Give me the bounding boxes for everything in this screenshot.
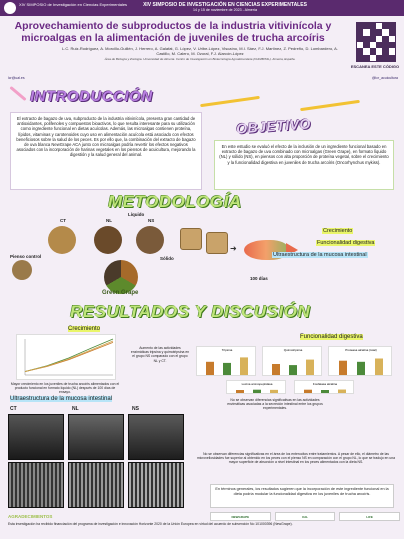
micrograph-ct-1	[8, 414, 64, 460]
feed-sack-icon	[206, 232, 228, 254]
enzyme-bar-chart	[226, 380, 286, 394]
ns-feed-icon	[136, 226, 164, 254]
acknowledgements-text: Esta investigación ha recibido financiación del programa de investigación e innovación Horizonte 2020 de la Unión Europea en virtud del acuerdo de subvención No 101000396 (NewGrape).	[8, 522, 293, 526]
intestine-subtitle: Ultraestructura de la mucosa intestinal	[10, 396, 113, 402]
enzyme-bar-chart-svg	[329, 347, 393, 377]
enzyme-bar-chart-svg	[227, 381, 287, 395]
poster-title: Aprovechamiento de subproductos de la industria vitivinícola y microalgas en la alimentación de juveniles de trucha arcoíris	[14, 20, 332, 44]
growth-chart	[16, 334, 116, 380]
enzyme-bar-chart	[196, 346, 256, 376]
enzyme-chart-title: Proteasa alcalina (total)	[345, 348, 377, 352]
plate-label-ct: CT	[60, 218, 66, 223]
methodology-diagram	[10, 212, 390, 296]
enzyme-chart-title: Tripsina	[221, 348, 233, 352]
solid-label: Sólido	[160, 256, 174, 261]
micrograph-nl-2	[68, 462, 124, 508]
decorative-squiggle	[9, 86, 26, 101]
enzyme-bar	[338, 390, 346, 393]
micrograph-nl-1	[68, 414, 124, 460]
section-title-results: RESULTADOS Y DISCUSIÓN	[70, 302, 311, 321]
event-dates: 14 y 15 de noviembre de 2023 - Almería	[193, 8, 257, 12]
enzyme-bar	[270, 390, 278, 393]
contact-email[interactable]: lcr@ual.es	[8, 76, 25, 80]
event-title: XIV SIMPOSIO DE INVESTIGACIÓN EN CIENCIAS EXPERIMENTALES	[143, 2, 307, 8]
event-info	[110, 2, 340, 12]
growth-subtitle: Crecimiento	[68, 326, 101, 332]
growth-chart-svg	[17, 335, 117, 381]
authors: L.C. Ruiz-Rodríguez, A. Morcillo-Guillén, J. Herrero, A. Galafat, G. López, V. Uribe-López, Viscaíno, M.I. Sáez, F.J. Martínez, Z. Pedreño, D. Lombardero, A. Castillo, M. Calero, M. Ozoral, F.J. Alarcón-López	[62, 46, 338, 56]
plate-label-nl: NL	[106, 218, 112, 223]
symposium-name: XIV SIMPOSIO de Investigación en Ciencias Experimentales	[19, 2, 128, 7]
plate-label-control: Pienso control	[10, 254, 42, 259]
decorative-squiggle	[200, 96, 260, 107]
enzyme-bar	[223, 363, 231, 375]
enzyme-chart-title: Fosfatasa alcalina	[312, 382, 338, 386]
feed-sack-icon	[180, 228, 202, 250]
growth-note: Mayor crecimiento en los juveniles de trucha arcoíris alimentados con el producto funcional en formato líquido (NL) después de 100 días de ensayo.	[10, 382, 120, 395]
enzyme-bar	[304, 390, 312, 393]
header-bar	[0, 0, 404, 16]
micro-label-ct: CT	[10, 406, 17, 412]
enzyme-bar	[306, 360, 314, 375]
qr-label: ESCANEA ESTE CÓDIGO	[350, 64, 400, 69]
product-label: Green Grape	[102, 290, 139, 296]
ct-feed-icon	[48, 226, 76, 254]
micrograph-ns-2	[128, 462, 184, 508]
enzyme-bar-chart-svg	[197, 347, 257, 377]
enzyme-bar	[253, 390, 261, 393]
enzyme-bar	[357, 362, 365, 375]
growth-label: Crecimiento	[323, 228, 353, 234]
section-title-objective: OBJETIVO	[235, 115, 312, 137]
enzyme-bar	[272, 364, 280, 375]
enzyme-bar	[339, 361, 347, 375]
enzyme-bar-chart	[294, 380, 354, 394]
green-grape-icon	[104, 260, 138, 294]
section-title-intro: INTRODUCCIÓN	[30, 88, 153, 105]
enzyme-chart-title: Lucina aminopeptidasa	[241, 382, 273, 386]
enzyme-bar	[289, 365, 297, 375]
enzyme-bar-chart-svg	[263, 347, 323, 377]
arrow-right-icon: ➜	[230, 244, 237, 253]
enzyme-bar-chart	[262, 346, 322, 376]
no-diff-note: No se observan diferencias significativas en las actividades enzimáticas asociadas a la secreción intestinal entre los grupos experimentales.	[227, 398, 323, 411]
enzyme-bar-chart	[328, 346, 392, 376]
enzyme-bar	[375, 359, 383, 376]
enzyme-bar	[236, 390, 244, 393]
enzyme-bar-chart-svg	[295, 381, 355, 395]
micrograph-ct-2	[8, 462, 64, 508]
affiliations: Área de Biología y Zoología. Universidad de Almería. Centro de Investigación en Biotecnología Agroalimentaria (CIAMBITAL). Almería, España.	[104, 57, 296, 61]
enzyme-chart-title: Quimotripsina	[283, 348, 303, 352]
micrograph-ns-1	[128, 414, 184, 460]
liquid-label: Líquido	[128, 212, 145, 217]
decorative-squiggle	[300, 100, 360, 111]
objective-text: En este estudio se evaluó el efecto de la inclusión de un ingrediente funcional basado en extracto de bagazo de uva combinado con microalgas (Green Grape), en formato líquido (NL) y sólido (NS), en piensos con alta proporción de proteína vegetal, sobre el crecimiento y la funcionalidad digestiva en juveniles de trucha arcoíris (Oncorhynchus mykiss).	[214, 140, 394, 190]
micro-note: No se observan diferencias significativas en el área de los enterocitos entre tratamientos. A pesar de ello, el diámetro de las microvellosidades fue superior al obtenido en los peces con el pienso NS en comparación con el grupo NL, lo que se tradujo en una mayor superficie de absorción a nivel intestinal en los peces alimentados con la dieta NS.	[196, 452, 396, 465]
control-feed-icon	[12, 260, 32, 280]
nl-feed-icon	[94, 226, 122, 254]
symposium-logo-icon	[4, 2, 16, 14]
enzyme-bar	[240, 357, 248, 375]
section-title-methodology: METODOLOGÍA	[108, 192, 242, 211]
intestine-label: Ultraestructura de la mucosa intestinal	[273, 252, 367, 258]
sponsor-logo: NEWGRAPE	[210, 512, 271, 521]
enzyme-bar	[206, 362, 214, 375]
qr-code-icon[interactable]	[356, 22, 396, 62]
intro-text: El extracto de bagazo de uva, subproducto de la industria vitivinícola, presenta gran cantidad de antioxidantes, polifenoles y compuestos bioactivos, lo que resulta interesante para su utilización como ingrediente funcional en dietas acuícolas. Además, las microalgas contienen proteína, lípidos, vitaminas y carotenoides cuyo uso en alimentación acuícola está asociado con efectos beneficiosos sobre la salud de los peces. Es por ello que, la combinación del extracto de bagazo de uva blanca NewGrape ACA junto con microalgas podría revertir los efectos negativos asociados con la incorporación de harinas vegetales en los piensos de acuicultura, mejorando la digestión y la salud general del animal.	[10, 112, 202, 190]
sponsor-logo: LIFE	[339, 512, 400, 521]
social-handle[interactable]: @lcr_acuicultura	[371, 76, 398, 80]
enzyme-bar	[321, 390, 329, 393]
growth-series-line	[25, 339, 113, 372]
days-label: 100 días	[250, 276, 268, 281]
acknowledgements-title: AGRADECIMIENTOS	[8, 514, 53, 519]
micro-label-ns: NS	[132, 406, 139, 412]
conclusion-box: En términos generales, los resultados sugieren que la incorporación de este ingrediente funcional en la dieta podría modular la funcionalidad digestiva en los juveniles de trucha arcoíris.	[210, 484, 394, 508]
growth-series-line	[25, 341, 113, 372]
sponsor-logo: UAL	[275, 512, 336, 521]
digestive-label: Funcionalidad digestiva	[317, 240, 375, 246]
enzyme-note: Aumento de las actividades enzimáticas tripsina y quimotripsina en el grupo NS comparado con el grupo NL y CT.	[130, 346, 190, 363]
plate-label-ns: NS	[148, 218, 155, 223]
digestive-subtitle: Funcionalidad digestiva	[300, 334, 363, 340]
micro-label-nl: NL	[72, 406, 79, 412]
sponsor-logos	[210, 510, 400, 522]
